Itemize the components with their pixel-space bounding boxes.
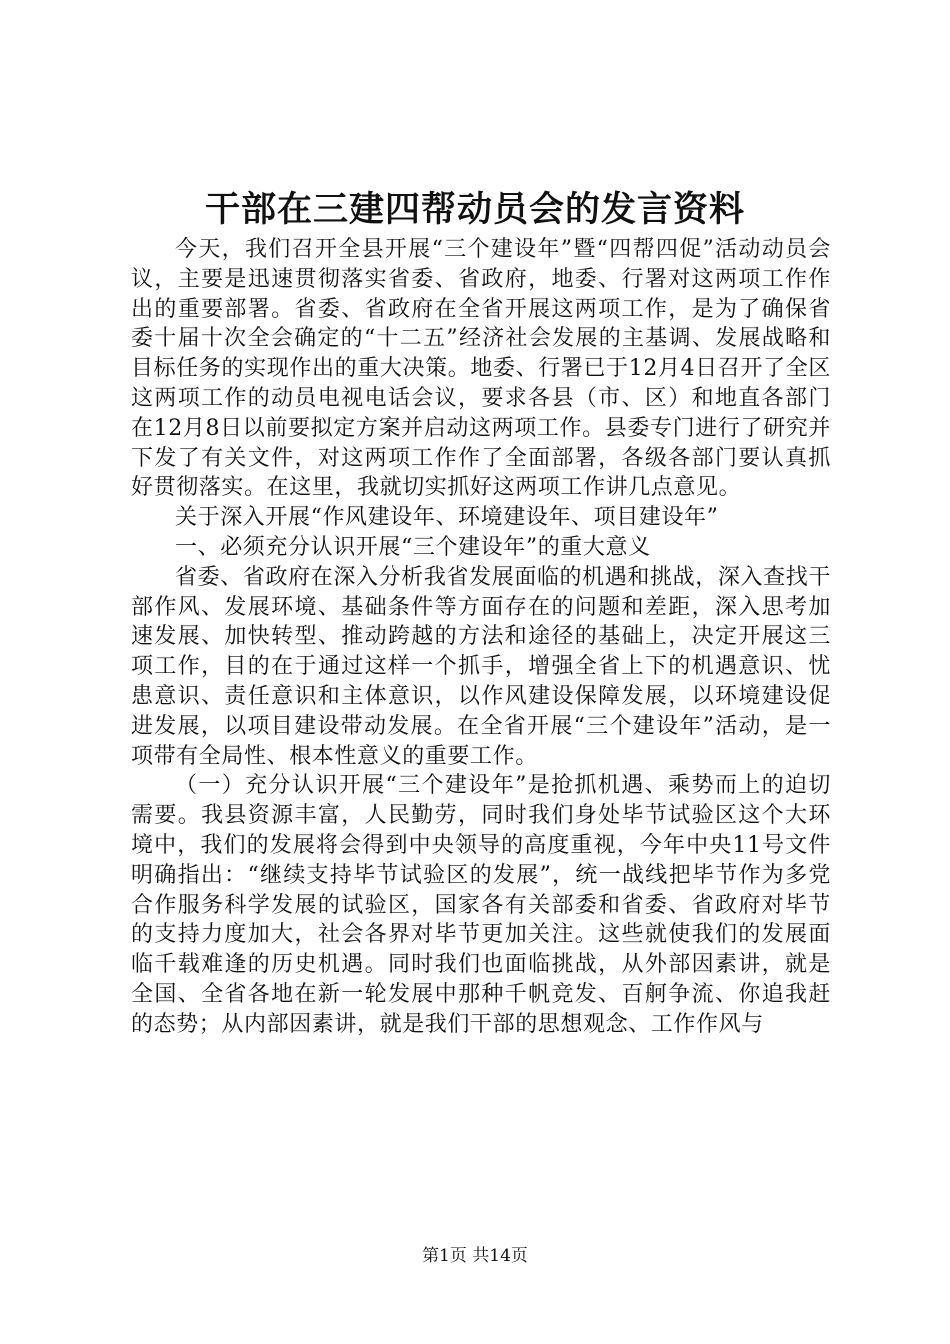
document-body — [131, 235, 831, 1040]
paragraph-opening: 今天，我们召开全县开展“三个建设年”暨“四帮四促”活动动员会议，主要是迅速贯彻落实省委、省政府，地委、行署对这两项工作作出的重要部署。省委、省政府在全省开展这两项工作，是为了确保省委十届十次全会确定的“十二五”经济社会发展的主基调、发展战略和目标任务的实现作出的重大决策。地委、行署已于12月4日召开了全区这两项工作的动员电视电话会议，要求各县（市、区）和地直各部门在12月8日以前要拟定方案并启动这两项工作。县委专门进行了研究并下发了有关文件，对这两项工作作了全面部署，各级各部门要认真抓好贯彻落实。在这里，我就切实抓好这两项工作讲几点意见。 — [131, 237, 831, 501]
section-heading-1: 一、必须充分认识开展“三个建设年”的重大意义 — [175, 534, 651, 560]
page-footer: 第1页 共14页 — [422, 1246, 528, 1266]
paragraph-topic: 关于深入开展“作风建设年、环境建设年、项目建设年” — [175, 505, 719, 531]
document-title: 干部在三建四帮动员会的发言资料 — [204, 189, 745, 230]
paragraph-subsection-1: （一）充分认识开展“三个建设年”是抢抓机遇、乘势而上的迫切需要。我县资源丰富，人民勤劳，同时我们身处毕节试验区这个大环境中，我们的发展将会得到中央领导的高度重视，今年中央11号文件明确指出：“继续支持毕节试验区的发展”，统一战线把毕节作为多党合作服务科学发展的试验区，国家各有关部委和省委、省政府对毕节的支持力度加大，社会各界对毕节更加关注。这些就使我们的发展面临千载难逢的历史机遇。同时我们也面临挑战，从外部因素讲，就是全国、全省各地在新一轮发展中那种千帆竞发、百舸争流、你追我赶的态势；从内部因素讲，就是我们干部的思想观念、工作作风与 — [131, 773, 831, 1037]
paragraph-section-1: 省委、省政府在深入分析我省发展面临的机遇和挑战，深入查找干部作风、发展环境、基础条件等方面存在的问题和差距，深入思考加速发展、加快转型、推动跨越的方法和途径的基础上，决定开展这三项工作，目的在于通过这样一个抓手，增强全省上下的机遇意识、忧患意识、责任意识和主体意识，以作风建设保障发展，以环境建设促进发展，以项目建设带动发展。在全省开展“三个建设年”活动，是一项带有全局性、根本性意义的重要工作。 — [131, 564, 831, 769]
